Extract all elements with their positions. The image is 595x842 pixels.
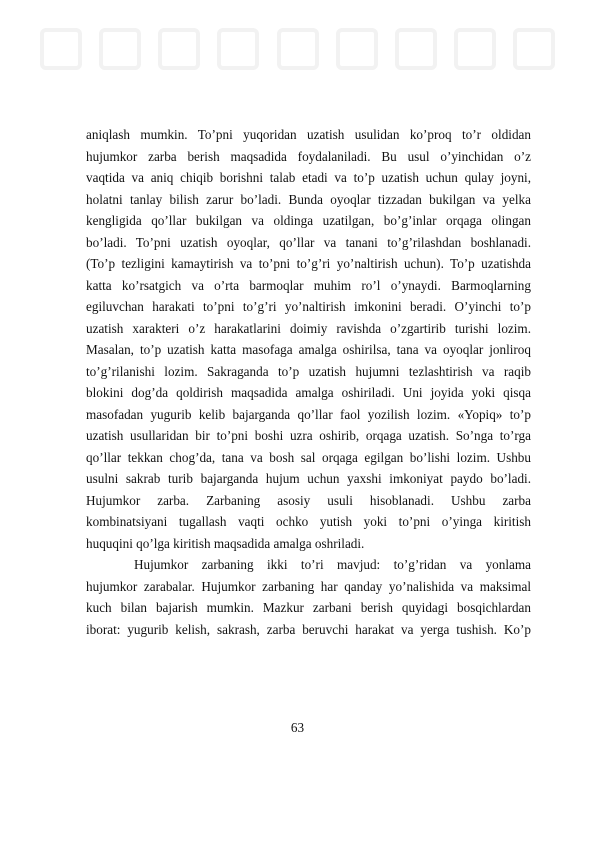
text-line: (To’p tezligini kamaytirish va to’pni to’g’ri yo’naltirish uchun). To’p uzatishda <box>86 256 531 271</box>
text-line: Masalan, to’p uzatish katta masofaga amalga oshirilsa, tana va oyoqlar jonliroq <box>86 342 531 357</box>
text-line: usulni sakrab turib bajarganda hujum uchun yaxshi imkoniyat paydo bo’ladi. <box>86 471 531 486</box>
text-line: uzatish xarakteri o’z harakatlarini doimiy ravishda o’zgartirib turishi lozim. <box>86 320 531 336</box>
text-line: hujumkor zarabalar. Hujumkor zarbaning har qanday yo’nalishida va maksimal <box>86 578 531 594</box>
text-line: masofadan yugurib kelib bajarganda qo’llar faol yozilish lozim. «Yopiq» to’p <box>86 406 531 422</box>
text-line: kengligida qo’llar bukilgan va oldinga uzatilgan, bo’g’inlar orqaga olingan <box>86 213 531 228</box>
watermark-mark <box>277 28 319 70</box>
watermark-mark <box>395 28 437 70</box>
text-line: katta ko’rsatgich va o’rta barmoqlar muhim ro’l o’ynaydi. Barmoqlarning <box>86 277 531 293</box>
text-line: blokini dog’da qoldirish maqsadida amalga oshiriladi. Uni joyida yoki qisqa <box>86 385 531 400</box>
text-line: qo’llar tekkan chog’da, tana va bosh sal orqaga egilgan bo’lishi lozim. Ushbu <box>86 449 531 465</box>
text-line: holatni tanlay bilish zarur bo’ladi. Bunda oyoqlar tizzadan bukilgan va yelka <box>86 191 531 207</box>
watermark-mark <box>217 28 259 70</box>
watermark-mark <box>158 28 200 70</box>
page-number: 63 <box>290 720 305 735</box>
text-line: Hujumkor zarbaning ikki to’ri mavjud: to’g’ridan va yonlama <box>134 557 531 572</box>
body-text <box>86 124 531 640</box>
text-line: vaqtida va aniq chiqib borishni talab etadi va to’p uzatish uchun qulay joyni, <box>86 170 531 185</box>
watermark-mark <box>454 28 496 70</box>
watermark-mark <box>40 28 82 70</box>
text-line: aniqlash mumkin. To’pni yuqoridan uzatish usulidan ko’proq to’r oldidan <box>86 127 531 142</box>
text-line: kombinatsiyani tugallash vaqti ochko yutish yoki to’pni o’yinga kiritish <box>86 514 531 529</box>
watermark-mark <box>513 28 555 70</box>
watermark-mark <box>336 28 378 70</box>
text-line: uzatish usullaridan bir to’pni boshi uzra oshirib, orqaga uzatish. So’nga to’rga <box>86 428 531 443</box>
text-line: bo’ladi. To’pni uzatish oyoqlar, qo’llar va tanani to’g’rilashdan boshlanadi. <box>86 234 531 250</box>
watermark-mark <box>99 28 141 70</box>
text-line: Hujumkor zarba. Zarbaning asosiy usuli hisoblanadi. Ushbu zarba <box>86 492 531 508</box>
text-line: kuch bilan bajarish mumkin. Mazkur zarbani berish quyidagi bosqichlardan <box>86 600 531 615</box>
text-line: huquqini qo’lga kiritish maqsadida amalga oshriladi. <box>86 535 365 551</box>
watermark-logo <box>40 14 555 84</box>
text-line: hujumkor zarba berish maqsadida foydalaniladi. Bu usul o’yinchidan o’z <box>86 148 531 164</box>
text-line: egiluvchan harakati to’pni to’g’ri yo’naltirish imkonini beradi. O’yinchi to’p <box>86 299 531 314</box>
text-line: to’g’rilanishi lozim. Sakraganda to’p uzatish hujumni tezlashtirish va raqib <box>86 363 531 379</box>
text-line: iborat: yugurib kelish, sakrash, zarba beruvchi harakat va yerga tushish. Ko’p <box>86 621 531 637</box>
